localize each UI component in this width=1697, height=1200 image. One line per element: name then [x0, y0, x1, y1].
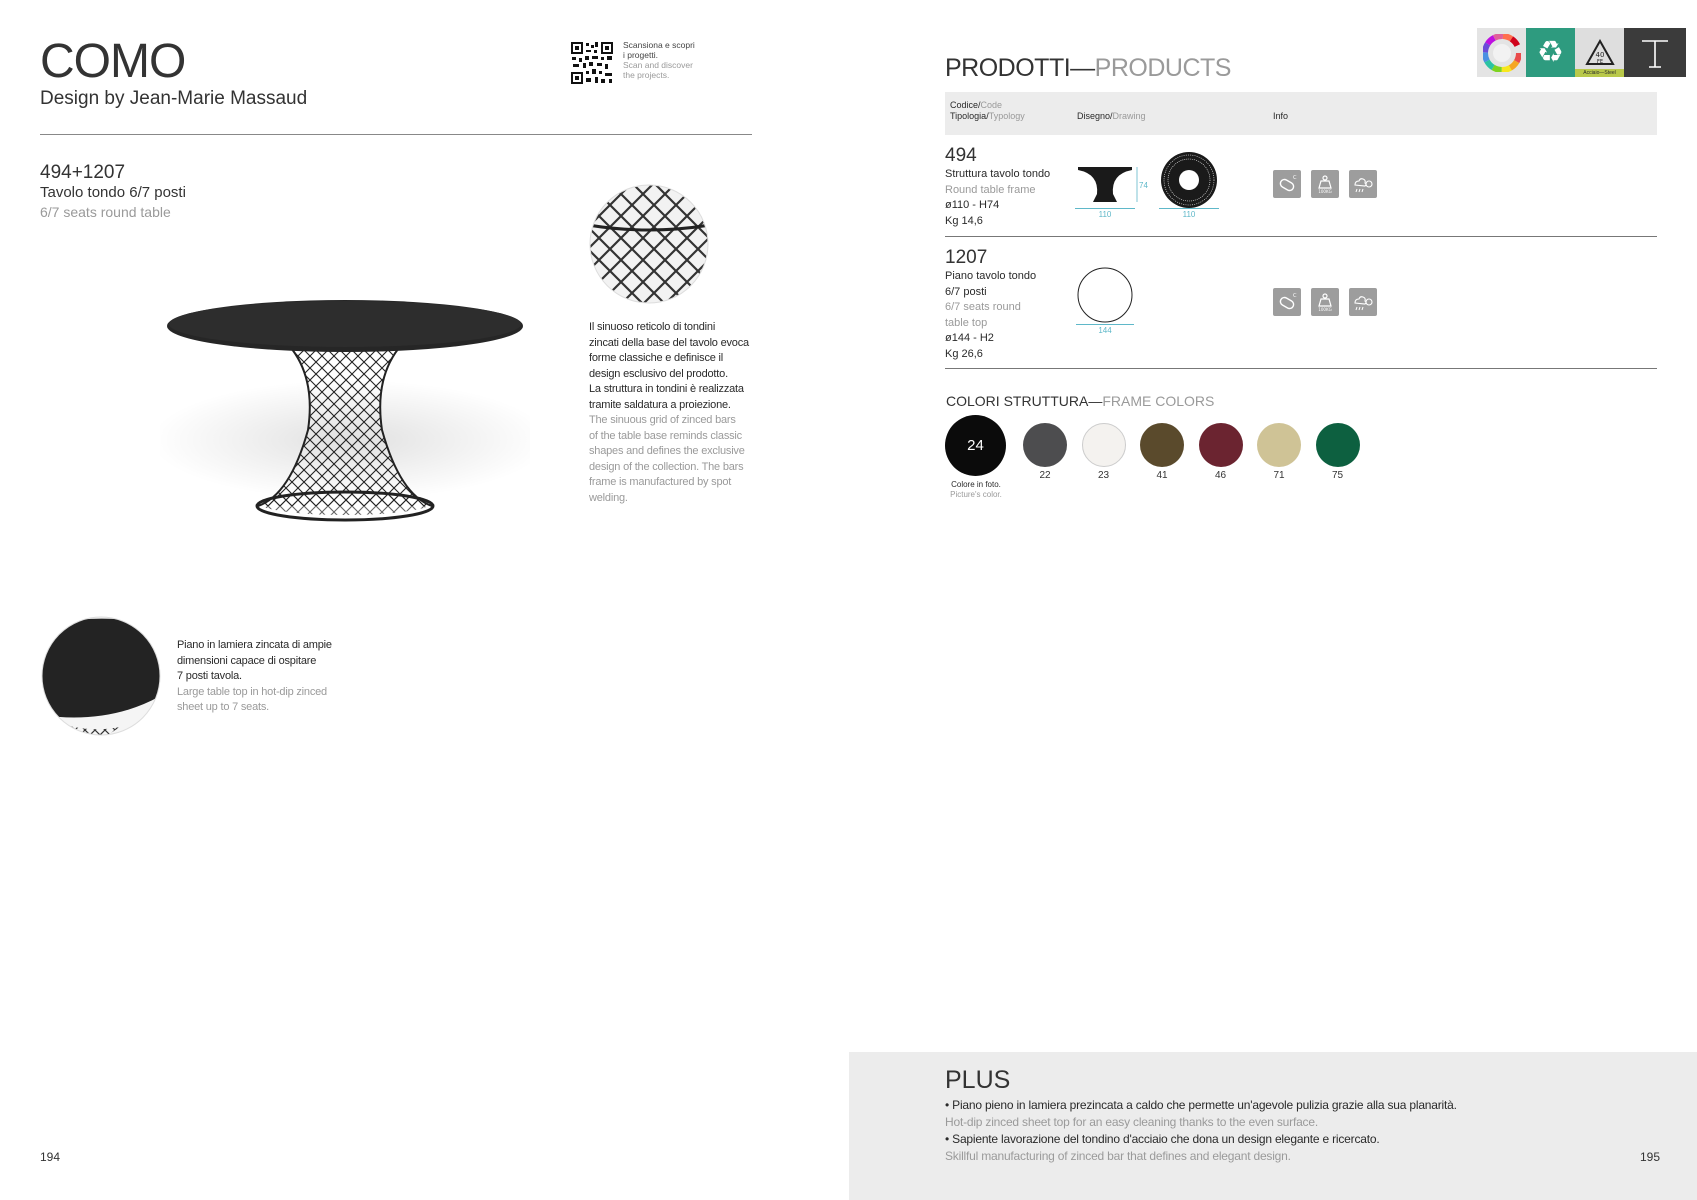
header-typology-en: Typology [988, 111, 1025, 121]
color-code: 23 [1097, 470, 1110, 481]
base-detail-image [588, 183, 710, 305]
description-line: welding. [589, 491, 628, 504]
page-number-right: 195 [1640, 1150, 1661, 1164]
products-title-sep: — [1070, 54, 1095, 82]
color-swatch[interactable] [1199, 423, 1243, 467]
description-line: 7 posti tavola. [177, 670, 242, 682]
steel-icon-label: Acciaio—Steel [1575, 69, 1624, 77]
designer-name: Design by Jean-Marie Massaud [40, 88, 308, 109]
dim-diameter: 110 [1182, 210, 1196, 219]
row-separator [945, 368, 1657, 369]
dim-line [1076, 324, 1134, 325]
description-line: La struttura in tondini è realizzata [589, 383, 744, 395]
header-code-en: Code [980, 100, 1003, 110]
row-separator [945, 236, 1657, 237]
top-view-drawing [1159, 150, 1219, 210]
product-name-en: 6/7 seats round table [40, 204, 171, 220]
color-code: 71 [1273, 470, 1285, 481]
row-name-en: 6/7 seats round [945, 301, 1021, 313]
qr-code-icon[interactable] [570, 41, 614, 85]
steel-icon-symbol: FE [1596, 58, 1603, 65]
info-icon-label: 100KG [1318, 307, 1332, 312]
top-detail-description [177, 638, 332, 716]
picture-color-caption [945, 480, 1007, 500]
dim-width: 110 [1098, 210, 1112, 219]
description-line: frame is manufactured by spot [589, 476, 732, 488]
bulk-c-icon [1273, 170, 1301, 198]
description-line: The sinuous grid of zinced bars [589, 414, 736, 426]
row-code: 1207 [945, 247, 988, 268]
products-title-en: PRODUCTS [1094, 54, 1231, 82]
divider [40, 134, 752, 135]
product-table-header [945, 92, 1657, 135]
description-line: dimensioni capace di ospitare [177, 654, 317, 667]
color-swatch[interactable] [1316, 423, 1360, 467]
row-name-it: 6/7 posti [945, 285, 987, 298]
plus-line: Hot-dip zinced sheet top for an easy cleaning thanks to the even surface. [945, 1115, 1318, 1129]
product-name-it: Tavolo tondo 6/7 posti [40, 184, 186, 201]
description-line: design of the collection. The bars [589, 460, 744, 473]
colors-title-sep: — [1088, 393, 1103, 409]
plus-line: Skillful manufacturing of zinced bar that defines and elegant design. [945, 1149, 1291, 1163]
qr-caption-line: i progetti. [623, 50, 658, 60]
row-weight: Kg 26,6 [945, 347, 983, 360]
row-dims: ø144 - H2 [945, 332, 994, 344]
color-wheel-icon [1477, 28, 1526, 77]
plus-title: PLUS [945, 1066, 1011, 1094]
plus-line: • Piano pieno in lamiera prezincata a caldo che permette un'agevole pulizia grazie alla sua planarità. [945, 1098, 1457, 1112]
dim-line [1075, 208, 1135, 209]
description-line: shapes and defines the exclusive [589, 445, 745, 457]
certification-icons [1477, 28, 1686, 78]
row-dims: ø110 - H74 [945, 199, 1000, 211]
product-code: 494+1207 [40, 162, 126, 183]
t-table-icon [1624, 28, 1686, 77]
product-row [945, 142, 1657, 237]
weight-100kg-icon [1311, 170, 1339, 198]
description-line: Large table top in hot-dip zinced [177, 685, 327, 698]
steel-recycling-icon [1575, 28, 1624, 77]
color-swatch[interactable] [1140, 423, 1184, 467]
qr-caption-line: Scansiona e scopri [623, 40, 695, 50]
color-code: 22 [1039, 470, 1051, 481]
header-drawing-en: Drawing [1112, 111, 1146, 121]
dim-height: 74 [1139, 181, 1148, 190]
row-name-en: table top [945, 316, 988, 329]
page-number-left: 194 [40, 1150, 61, 1164]
row-code: 494 [945, 145, 977, 166]
info-icon-label: 100KG [1318, 189, 1332, 194]
colors-title-en: FRAME COLORS [1102, 393, 1215, 409]
color-code: 41 [1156, 470, 1168, 481]
row-name-en: Round table frame [945, 183, 1036, 196]
dim-line [1159, 208, 1219, 209]
info-icon-label: C [1293, 293, 1297, 299]
side-view-drawing [1075, 164, 1155, 206]
header-info: Info [1273, 111, 1289, 121]
color-swatch-main[interactable] [945, 415, 1006, 476]
row-name-it: Struttura tavolo tondo [945, 168, 1051, 180]
row-name-it: Piano tavolo tondo [945, 270, 1037, 282]
color-swatch[interactable] [1082, 423, 1126, 467]
frame-colors-title [946, 393, 1214, 409]
plus-line: • Sapiente lavorazione del tondino d'acciaio che dona un design elegante e ricercato. [945, 1132, 1380, 1146]
info-icon-label: C [1293, 175, 1297, 181]
color-code: 46 [1214, 470, 1227, 481]
description-line: Il sinuoso reticolo di tondini [589, 321, 716, 333]
bulk-c-icon [1273, 288, 1301, 316]
colors-title-it: COLORI STRUTTURA [946, 393, 1089, 409]
caption-it: Colore in foto. [951, 480, 1001, 489]
color-swatch[interactable] [1023, 423, 1067, 467]
base-detail-description [589, 320, 749, 506]
weather-sun-rain-icon [1349, 288, 1377, 316]
row-weight: Kg 14,6 [945, 214, 983, 227]
color-code: 75 [1331, 470, 1344, 481]
recycle-icon: ♻ [1526, 28, 1575, 77]
header-drawing-it: Disegno/ [1077, 111, 1113, 121]
color-swatch[interactable] [1257, 423, 1301, 467]
weight-100kg-icon [1311, 288, 1339, 316]
qr-caption [623, 40, 695, 80]
products-title-it: PRODOTTI [945, 54, 1071, 82]
weather-sun-rain-icon [1349, 170, 1377, 198]
description-line: of the table base reminds classic [589, 429, 742, 442]
description-line: tramite saldatura a proiezione. [589, 398, 731, 411]
steel-icon-number: 40 [1595, 50, 1604, 59]
product-row [945, 244, 1657, 364]
tabletop-drawing [1076, 266, 1134, 324]
color-code: 24 [967, 437, 984, 454]
description-line: design esclusivo del prodotto. [589, 367, 728, 380]
top-detail-image [40, 615, 162, 737]
qr-caption-line: Scan and discover [623, 60, 693, 70]
description-line: sheet up to 7 seats. [177, 701, 270, 713]
qr-caption-line: the projects. [623, 70, 670, 80]
products-title [945, 54, 1231, 83]
table-product-image [160, 290, 530, 540]
description-line: zincati della base del tavolo evoca [589, 336, 749, 349]
description-line: Piano in lamiera zincata di ampie [177, 639, 332, 651]
dim-diameter: 144 [1098, 326, 1112, 335]
header-code-it: Codice/ [950, 100, 981, 110]
description-line: forme classiche e definisce il [589, 352, 724, 364]
header-typology-it: Tipologia/ [950, 111, 989, 121]
page-title: COMO [40, 35, 186, 88]
caption-en: Picture's color. [950, 490, 1002, 499]
